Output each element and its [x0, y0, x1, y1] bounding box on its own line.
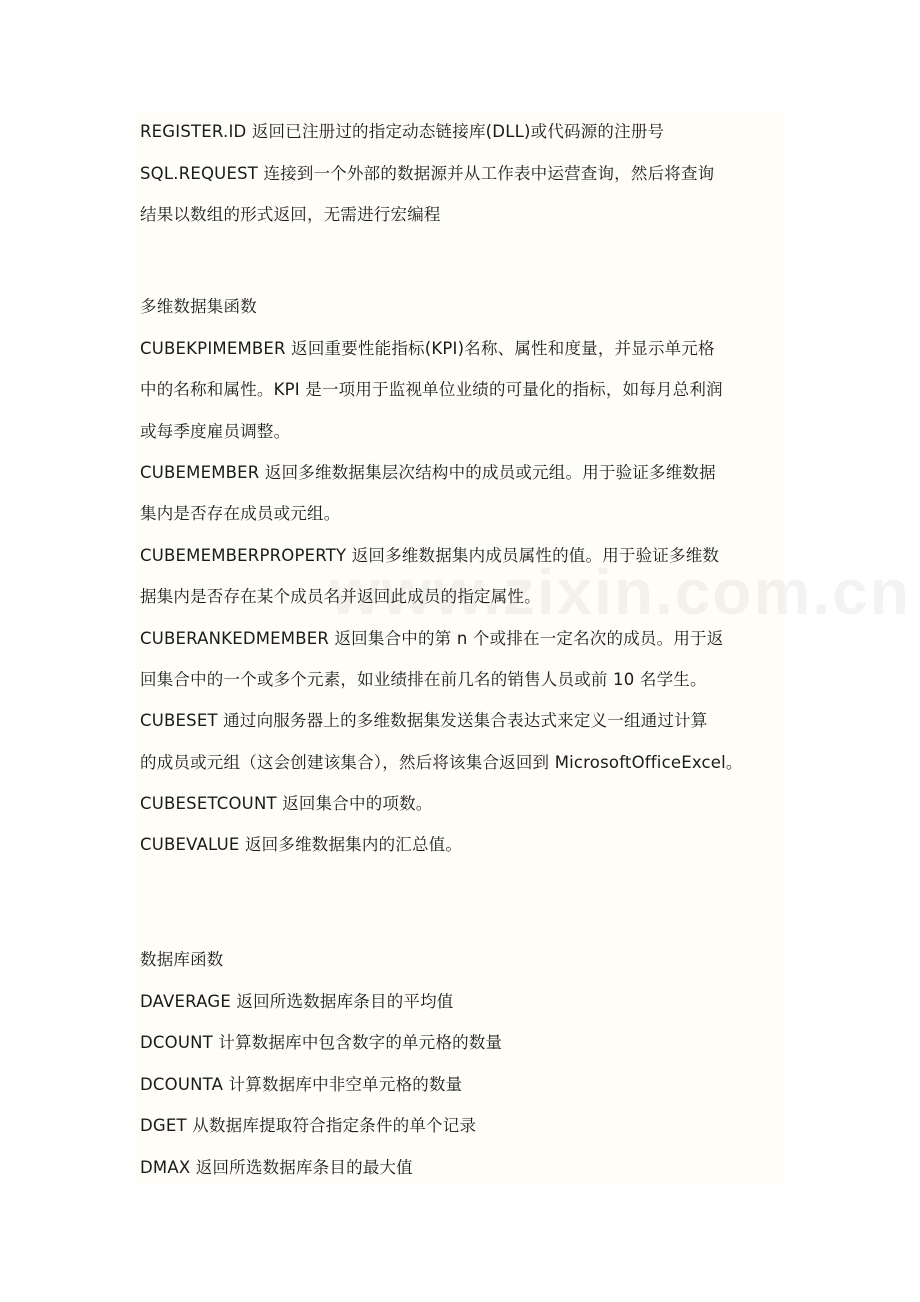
section-heading-cube-functions: 多维数据集函数 — [140, 297, 257, 316]
text-line-cubeset-cont: 的成员或元组（这会创建该集合），然后将该集合返回到 MicrosoftOfficeExcel。 — [140, 753, 743, 772]
text-line-cubememberproperty: CUBEMEMBERPROPERTY 返回多维数据集内成员属性的值。用于验证多维数 — [140, 546, 720, 565]
text-line-cubekpimember-cont2: 或每季度雇员调整。 — [140, 422, 291, 441]
text-line-cubesetcount: CUBESETCOUNT 返回集合中的项数。 — [140, 794, 433, 813]
text-line-cubeset: CUBESET 通过向服务器上的多维数据集发送集合表达式来定义一组通过计算 — [140, 711, 708, 730]
text-line-dcounta: DCOUNTA 计算数据库中非空单元格的数量 — [140, 1075, 463, 1094]
text-line-dget: DGET 从数据库提取符合指定条件的单个记录 — [140, 1116, 477, 1135]
text-line-cubemember-cont: 集内是否存在成员或元组。 — [140, 504, 341, 523]
text-line-cubekpimember: CUBEKPIMEMBER 返回重要性能指标(KPI)名称、属性和度量，并显示单元格 — [140, 339, 715, 358]
text-line-cuberankedmember: CUBERANKEDMEMBER 返回集合中的第 n 个或排在一定名次的成员。用于返 — [140, 629, 724, 648]
text-line-cubememberproperty-cont: 据集内是否存在某个成员名并返回此成员的指定属性。 — [140, 587, 541, 606]
text-line-register-id: REGISTER.ID 返回已注册过的指定动态链接库(DLL)或代码源的注册号 — [140, 122, 665, 141]
text-line-daverage: DAVERAGE 返回所选数据库条目的平均值 — [140, 992, 454, 1011]
text-line-cubemember: CUBEMEMBER 返回多维数据集层次结构中的成员或元组。用于验证多维数据 — [140, 463, 716, 482]
text-line-dcount: DCOUNT 计算数据库中包含数字的单元格的数量 — [140, 1033, 503, 1052]
text-line-cuberankedmember-cont: 回集合中的一个或多个元素，如业绩排在前几名的销售人员或前 10 名学生。 — [140, 670, 707, 689]
text-line-dmax: DMAX 返回所选数据库条目的最大值 — [140, 1158, 413, 1177]
text-line-cubekpimember-cont1: 中的名称和属性。KPI 是一项用于监视单位业绩的可量化的指标，如每月总利润 — [140, 380, 723, 399]
text-line-sql-request-cont: 结果以数组的形式返回，无需进行宏编程 — [140, 205, 441, 224]
text-line-sql-request: SQL.REQUEST 连接到一个外部的数据源并从工作表中运营查询，然后将查询 — [140, 164, 715, 183]
text-line-cubevalue: CUBEVALUE 返回多维数据集内的汇总值。 — [140, 835, 463, 854]
section-heading-database-functions: 数据库函数 — [140, 950, 224, 969]
